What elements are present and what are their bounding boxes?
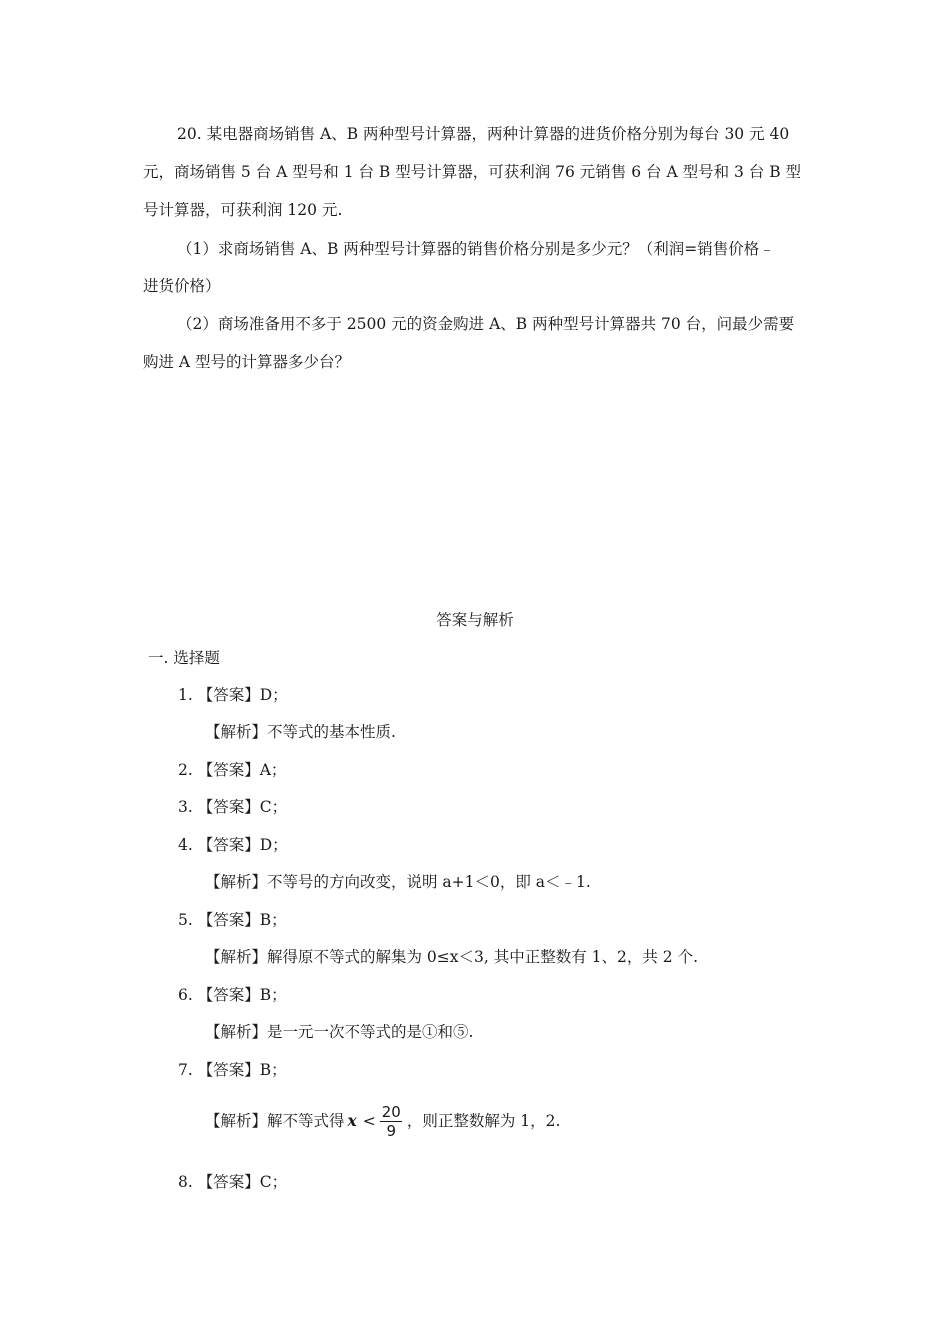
section-heading: 一. 选择题 xyxy=(148,649,220,667)
question-part-1-cont: 进货价格） xyxy=(143,277,221,295)
analysis-item-7 xyxy=(205,1098,560,1144)
answer-item-5: 5. 【答案】B； xyxy=(178,911,287,929)
answer-item-3: 3. 【答案】C； xyxy=(178,798,288,816)
math-operator: < xyxy=(362,1112,376,1130)
analysis-prefix: 【解析】解不等式得 xyxy=(205,1112,345,1130)
answer-item-8: 8. 【答案】C； xyxy=(178,1173,288,1191)
answer-item-7: 7. 【答案】B； xyxy=(178,1061,287,1079)
analysis-item-1: 【解析】不等式的基本性质. xyxy=(205,723,396,741)
question-part-1: （1）求商场销售 A、B 两种型号计算器的销售价格分别是多少元？（利润=销售价格﹣ xyxy=(177,240,775,258)
question-line: 号计算器，可获利润 120 元. xyxy=(143,201,343,219)
question-part-2-cont: 购进 A 型号的计算器多少台？ xyxy=(143,353,351,371)
analysis-item-6: 【解析】是一元一次不等式的是①和⑤. xyxy=(205,1023,474,1041)
fraction xyxy=(380,1103,403,1140)
question-line: 20. 某电器商场销售 A、B 两种型号计算器，两种计算器的进货价格分别为每台 30 元 40 xyxy=(177,125,790,143)
answer-item-2: 2. 【答案】A； xyxy=(178,761,287,779)
analysis-suffix: ，则正整数解为 1，2. xyxy=(406,1112,561,1130)
answer-item-1: 1. 【答案】D； xyxy=(178,686,288,704)
answer-item-6: 6. 【答案】B； xyxy=(178,986,287,1004)
fraction-denominator: 9 xyxy=(386,1121,397,1140)
answers-title: 答案与解析 xyxy=(436,611,514,629)
question-part-2: （2）商场准备用不多于 2500 元的资金购进 A、B 两种型号计算器共 70 台，问最少需要 xyxy=(177,315,795,333)
math-variable: x xyxy=(347,1111,357,1130)
analysis-item-4: 【解析】不等号的方向改变，说明 a+1＜0，即 a＜﹣1. xyxy=(205,873,591,891)
fraction-numerator: 20 xyxy=(381,1102,401,1121)
analysis-item-5: 【解析】解得原不等式的解集为 0≤x＜3, 其中正整数有 1、2，共 2 个. xyxy=(205,948,699,966)
answer-item-4: 4. 【答案】D； xyxy=(178,836,288,854)
question-line: 元，商场销售 5 台 A 型号和 1 台 B 型号计算器，可获利润 76 元销售 6 台 A 型号和 3 台 B 型 xyxy=(143,163,802,181)
